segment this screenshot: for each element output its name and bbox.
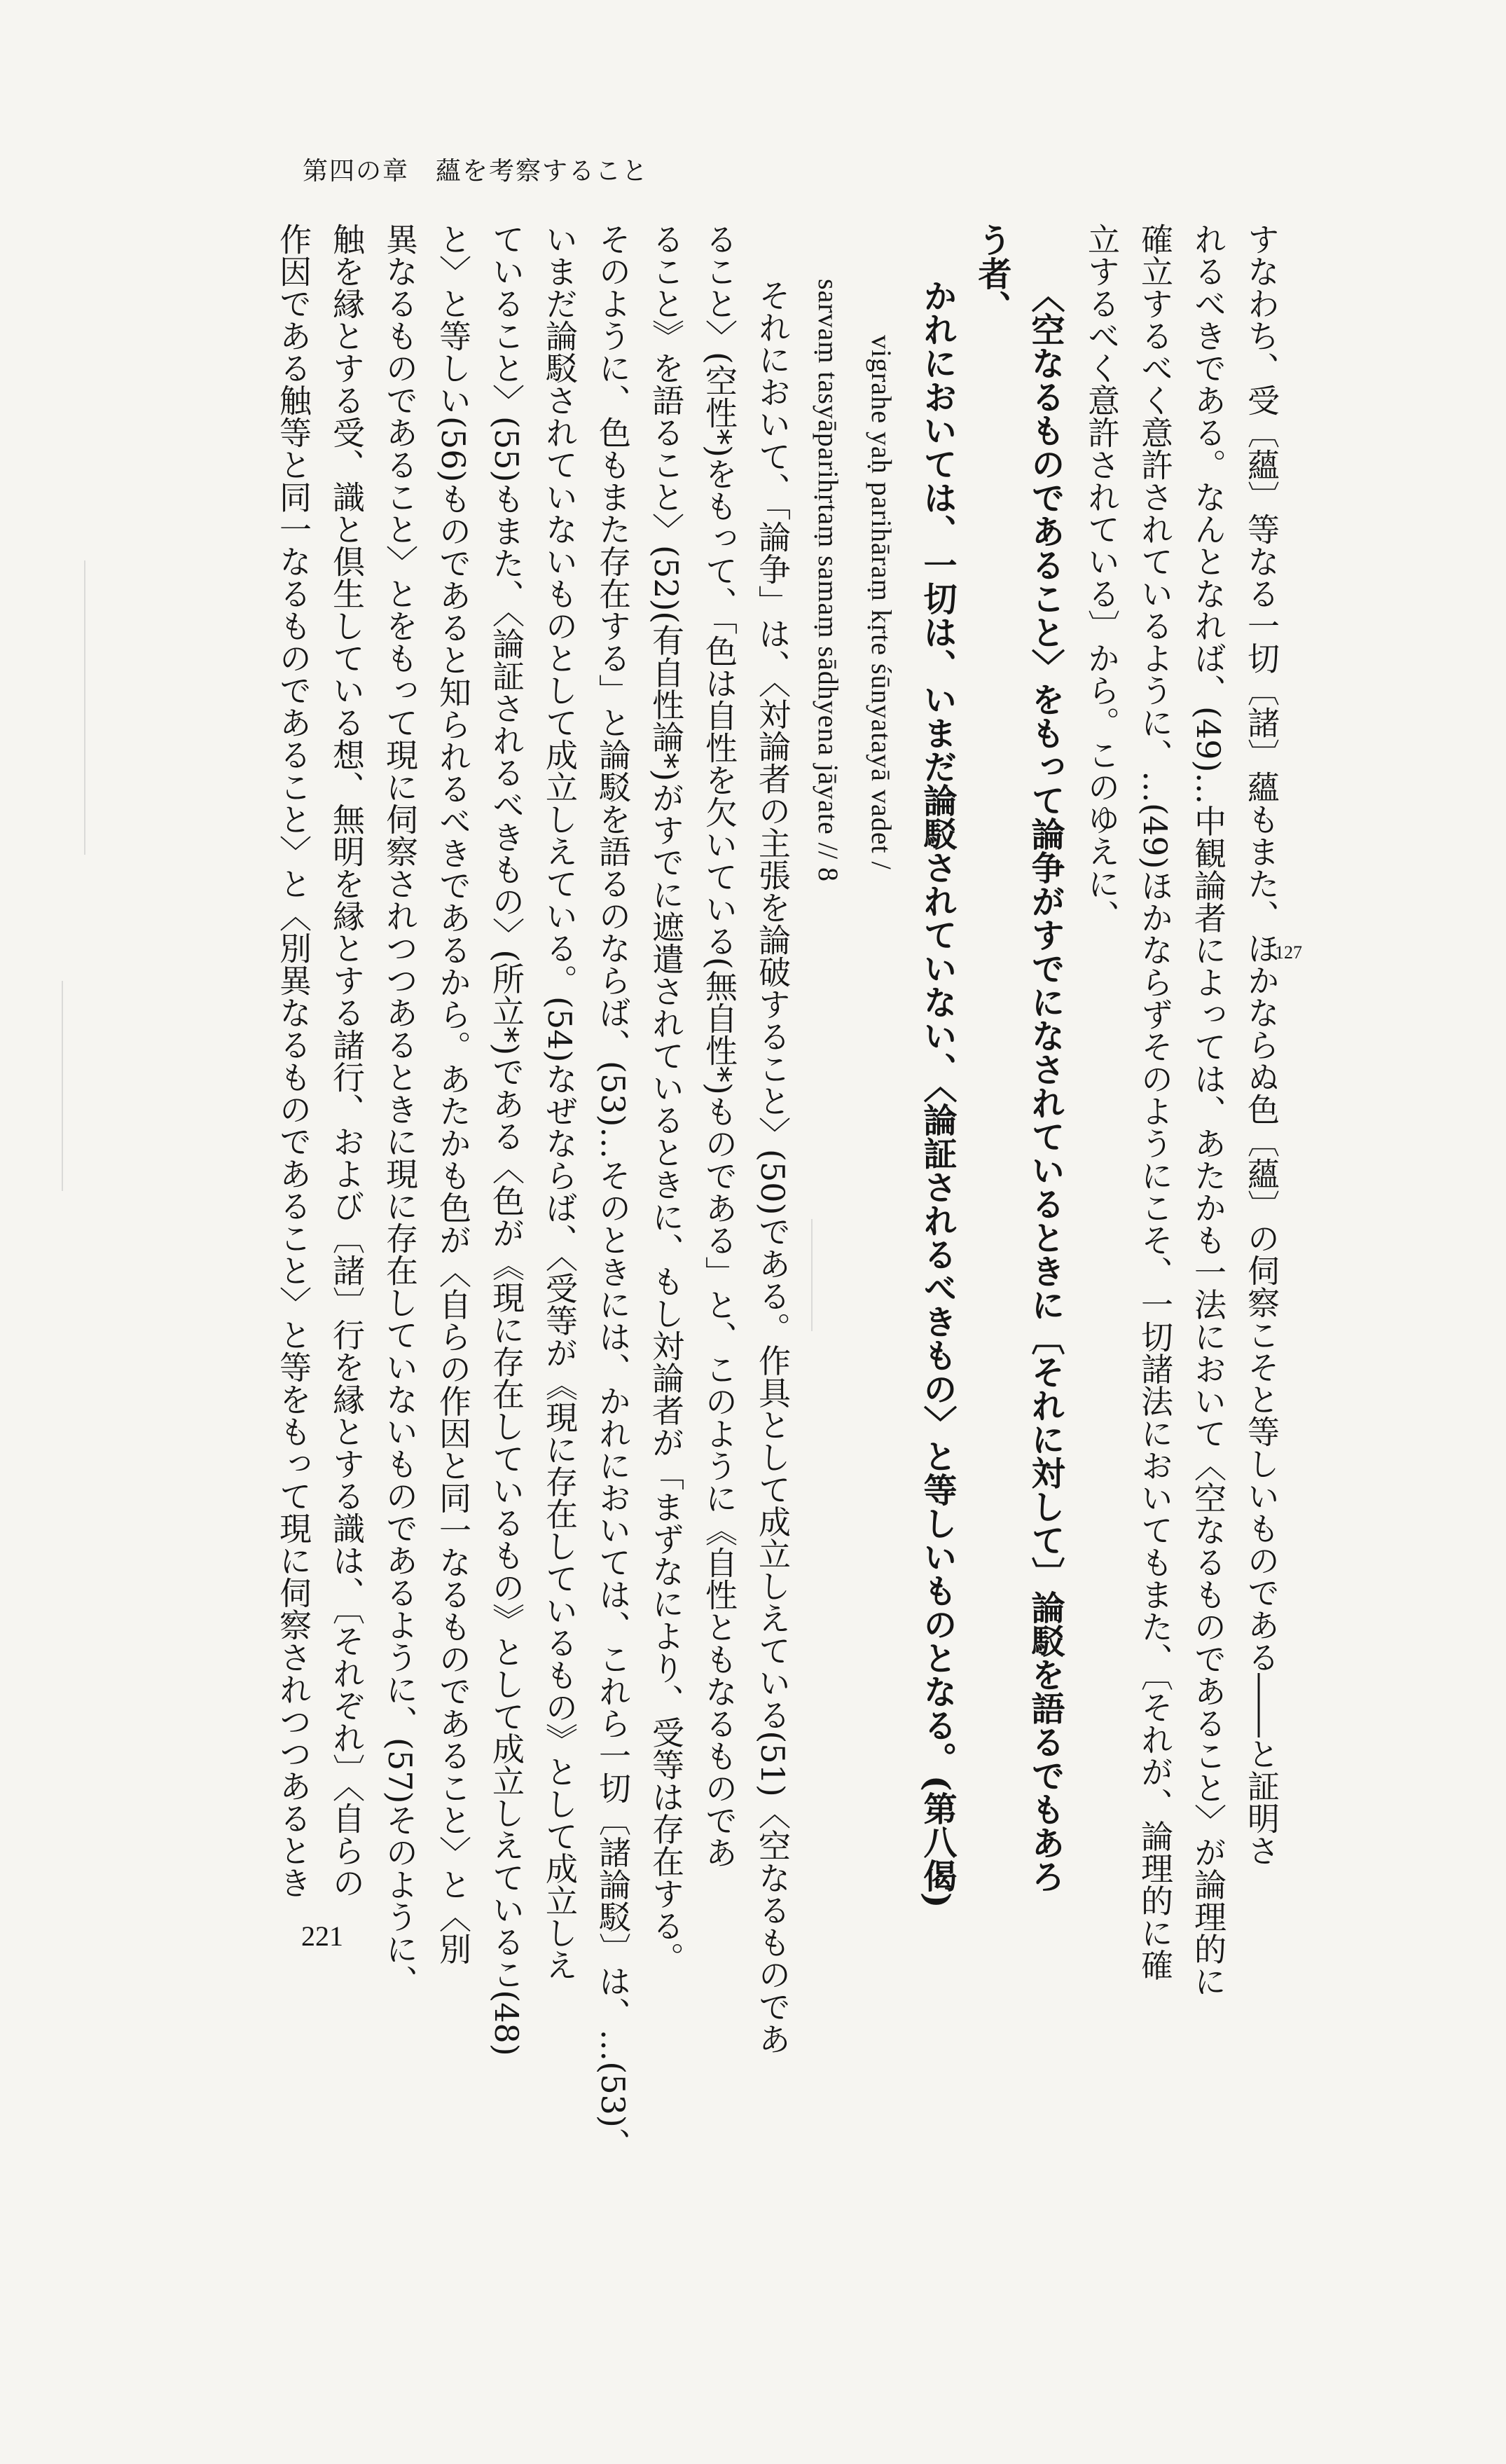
text-column: れるべきである。なんとなれば、(49)…中観論者によっては、あたかも一法において〈空なるものであること〉が論理的に	[1189, 223, 1227, 1997]
text-column: ていること〉(55)もまた、〈論証されるべきもの〉(所立*)である〈色が《現に存在しているもの》として成立しえているこ(48)	[488, 223, 525, 2056]
text-column: かれにおいては、一切は、いまだ論駁されていない、〈論証されるべきもの〉と等しいものとなる。(第八偈)	[918, 279, 957, 1908]
scan-artifact	[62, 981, 63, 1191]
text-column: ること〉(空性*)をもって、「色は自性を欠いている(無自性*)ものである」と、このように《自性ともなるものであ	[700, 223, 738, 1868]
text-column: 異なるものであること〉とをもって現に伺察されつつあるときに現に存在していないものであるように、(57)そのように、	[381, 223, 419, 1997]
text-column: sarvaṃ tasyāparihṛtaṃ samaṃ sādhyena jāyate // 8	[813, 279, 844, 883]
text-column: と〉と等しい(56)ものであると知られるべきであるから。あたかも色が〈自らの作因と同一なるものであること〉と〈別	[434, 223, 472, 1965]
scan-artifact	[84, 560, 85, 855]
text-column: 確立するべく意許されているように、…(49)ほかならずそのようにこそ、一切諸法においてもまた、〔それが、論理的に確	[1136, 223, 1174, 1981]
scan-artifact	[811, 1219, 813, 1331]
page-number: 221	[301, 1920, 343, 1952]
text-column: 〈空なるものであること〉をもって論争がすでになされているときに〔それに対して〕論駁を語るでもあろ	[1025, 279, 1065, 1893]
text-column: そのように、色もまた存在する」と論駁を語るのならば、(53)…そのときには、かれにおいては、これら一切〔諸論駁〕は、…(53)、	[594, 223, 632, 2160]
text-column: いまだ論駁されていないものとして成立しえている。(54)なぜならば、〈受等が《現に存在しているもの》として成立しえ	[541, 223, 579, 1981]
text-column: 触を縁とする受、識と倶生している想、無明を縁とする諸行、および〔諸〕行を縁とする識は、〔それぞれ〕〈自らの	[328, 223, 366, 1899]
text-column: ること》を語ること〉(52)(有自性論*)がすでに遮遣されているときに、もし対論者が「まずなにより、受等は存在する。	[647, 223, 685, 1974]
text-column: 作因である触等と同一なるものであること〉と〈別異なるものであること〉と等をもって現に伺察されつつあるとき	[275, 223, 312, 1899]
running-header: 第四の章 蘊を考察すること	[303, 157, 649, 186]
text-column: 立するべく意許されている〕から。このゆえに、	[1083, 223, 1121, 932]
text-column: それにおいて、「論争」は、〈対論者の主張を論破すること〉(50)である。作具として成立しえている(51)〈空なるものであ	[754, 279, 792, 2055]
text-column: すなわち、受〔蘊〕等なる一切〔諸〕蘊もまた、ほかならぬ色〔蘊〕の伺察こそと等しいものである――と証明さ	[1243, 223, 1280, 1866]
side-number: 127	[1275, 942, 1302, 963]
text-column: vigrahe yaḥ parihāraṃ kṛte śūnyatayā vadet /	[866, 335, 897, 870]
text-column: う者、	[972, 223, 1011, 324]
